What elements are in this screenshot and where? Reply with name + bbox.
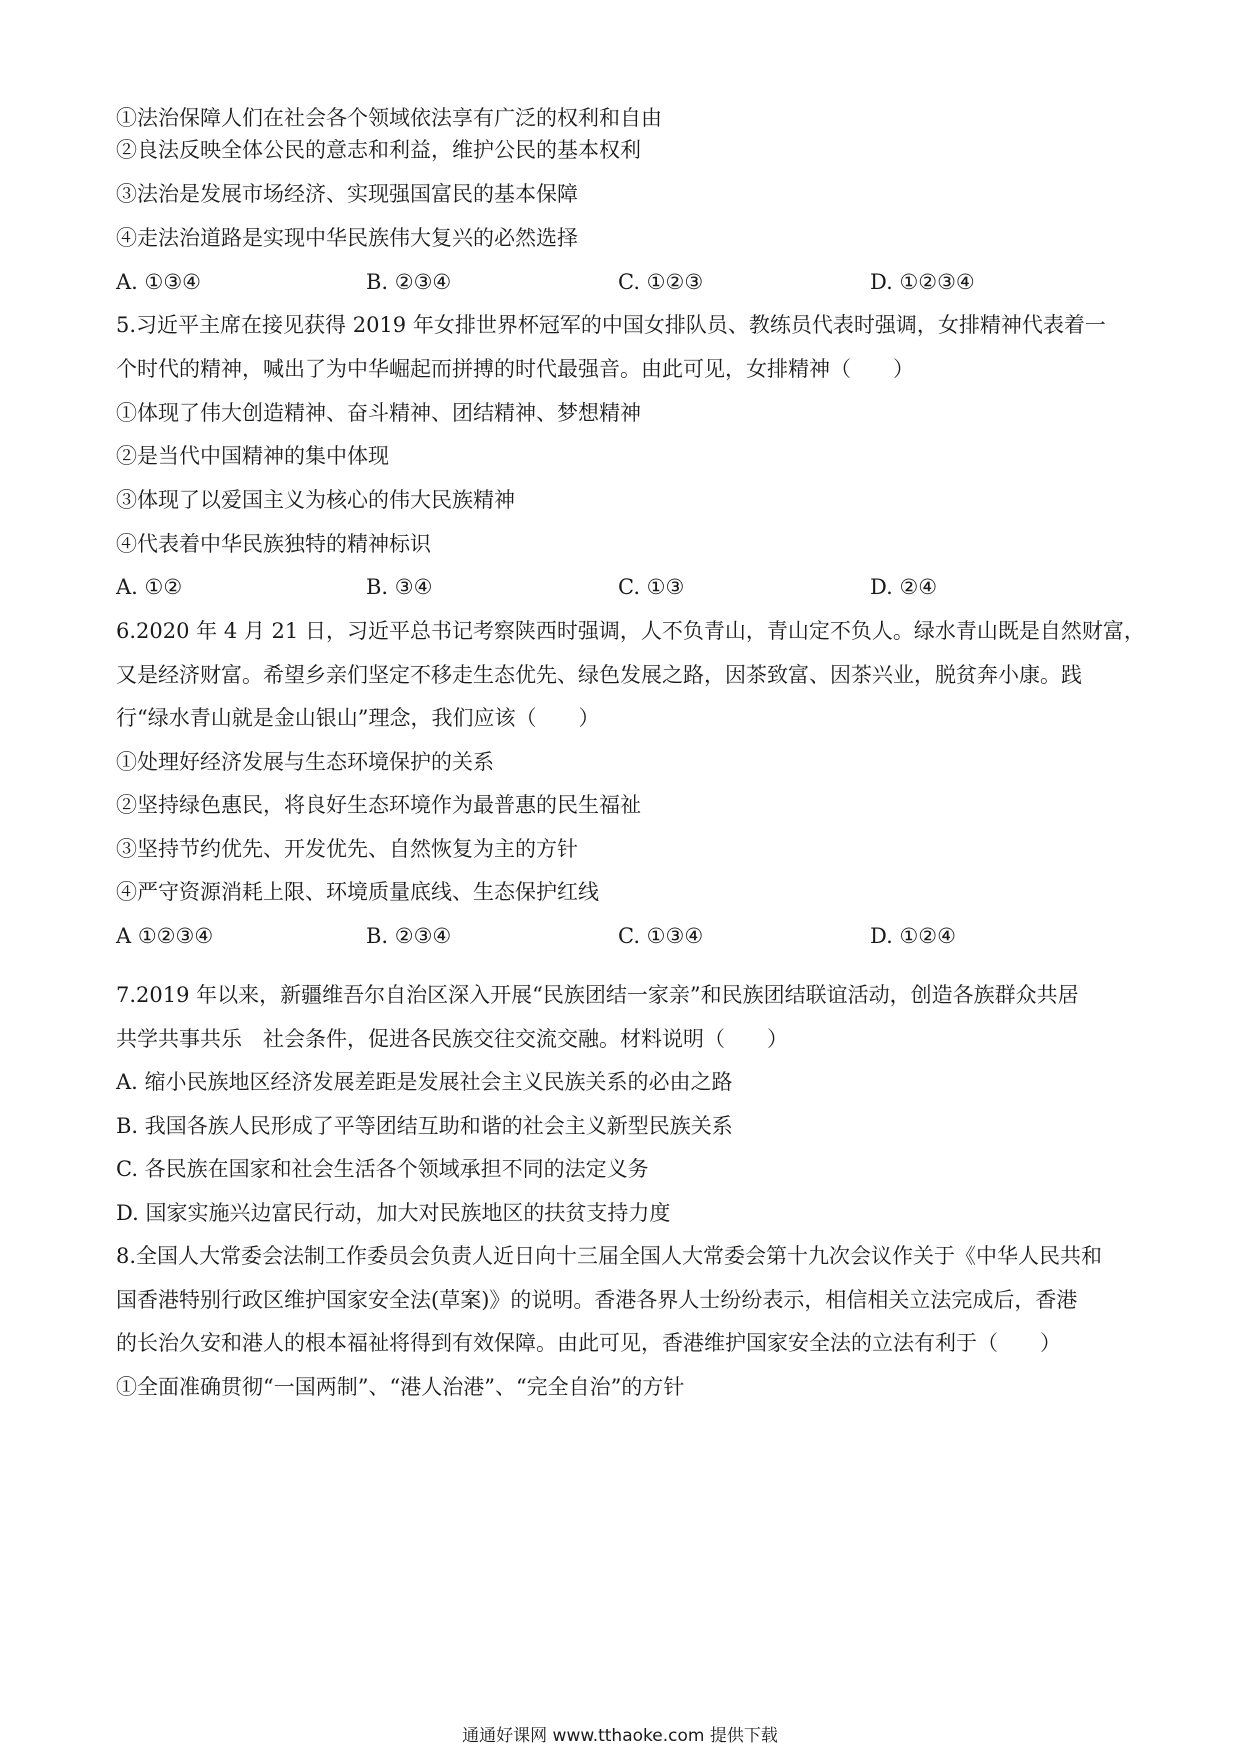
q7-stem-line-2: 共学共事共乐 社会条件，促进各民族交往交流交融。材料说明（ ） — [116, 1027, 788, 1051]
q6-option-a[interactable]: A ①②③④ — [116, 924, 214, 948]
q5-options — [116, 572, 1116, 602]
q4-option-b[interactable]: B. ②③④ — [366, 270, 452, 294]
q7-option-d[interactable]: D. 国家实施兴边富民行动，加大对民族地区的扶贫支持力度 — [116, 1201, 671, 1225]
q6-stem-line-1: 6.2020 年 4 月 21 日，习近平总书记考察陕西时强调，人不负青山，青山定不负人。绿水青山既是自然财富， — [116, 619, 1145, 643]
q4-options — [116, 267, 1116, 297]
q5-option-d[interactable]: D. ②④ — [870, 575, 938, 599]
q5-stem-line-1: 5.习近平主席在接见获得 2019 年女排世界杯冠军的中国女排队员、教练员代表时强调，女排精神代表着一 — [116, 313, 1106, 337]
q5-option-a[interactable]: A. ①② — [116, 575, 183, 599]
q4-statement-1: ①法治保障人们在社会各个领域依法享有广泛的权利和自由 — [116, 106, 662, 130]
q6-statement-3: ③坚持节约优先、开发优先、自然恢复为主的方针 — [116, 837, 578, 861]
q5-statement-2: ②是当代中国精神的集中体现 — [116, 444, 389, 468]
q7-option-a[interactable]: A. 缩小民族地区经济发展差距是发展社会主义民族关系的必由之路 — [116, 1070, 733, 1094]
q5-statement-4: ④代表着中华民族独特的精神标识 — [116, 532, 431, 556]
page-footer: 通通好课网 www.tthaoke.com 提供下载 — [462, 1726, 778, 1746]
q8-stem-line-1: 8.全国人大常委会法制工作委员会负责人近日向十三届全国人大常委会第十九次会议作关于《中华人民共和 — [116, 1244, 1103, 1268]
q6-statement-1: ①处理好经济发展与生态环境保护的关系 — [116, 750, 494, 774]
q5-stem-line-2: 个时代的精神，喊出了为中华崛起而拼搏的时代最强音。由此可见，女排精神（ ） — [116, 357, 914, 381]
q4-statement-4: ④走法治道路是实现中华民族伟大复兴的必然选择 — [116, 226, 578, 250]
q6-statement-4: ④严守资源消耗上限、环境质量底线、生态保护红线 — [116, 880, 599, 904]
q6-options — [116, 921, 1116, 951]
q4-statement-2: ②良法反映全体公民的意志和利益，维护公民的基本权利 — [116, 138, 641, 162]
q7-stem-line-1: 7.2019 年以来，新疆维吾尔自治区深入开展“民族团结一家亲”和民族团结联谊活动，创造各族群众共居 — [116, 983, 1079, 1007]
q7-option-c[interactable]: C. 各民族在国家和社会生活各个领域承担不同的法定义务 — [116, 1157, 649, 1181]
q5-option-c[interactable]: C. ①③ — [618, 575, 685, 599]
q5-statement-3: ③体现了以爱国主义为核心的伟大民族精神 — [116, 488, 515, 512]
q5-statement-1: ①体现了伟大创造精神、奋斗精神、团结精神、梦想精神 — [116, 401, 641, 425]
q6-statement-2: ②坚持绿色惠民，将良好生态环境作为最普惠的民生福祉 — [116, 793, 641, 817]
q8-stem-line-2: 国香港特别行政区维护国家安全法(草案)》的说明。香港各界人士纷纷表示，相信相关立法完成后，香港 — [116, 1288, 1078, 1312]
q4-option-c[interactable]: C. ①②③ — [618, 270, 704, 294]
q4-option-d[interactable]: D. ①②③④ — [870, 270, 975, 294]
q4-statement-3: ③法治是发展市场经济、实现强国富民的基本保障 — [116, 182, 578, 206]
q6-stem-line-2: 又是经济财富。希望乡亲们坚定不移走生态优先、绿色发展之路，因茶致富、因茶兴业，脱贫奔小康。践 — [116, 663, 1082, 687]
q7-option-b[interactable]: B. 我国各族人民形成了平等团结互助和谐的社会主义新型民族关系 — [116, 1114, 733, 1138]
q8-statement-1: ①全面准确贯彻“一国两制”、“港人治港”、“完全自治”的方针 — [116, 1375, 685, 1399]
q6-option-d[interactable]: D. ①②④ — [870, 924, 956, 948]
q8-stem-line-3: 的长治久安和港人的根本福祉将得到有效保障。由此可见，香港维护国家安全法的立法有利于（ ） — [116, 1331, 1061, 1355]
q6-option-c[interactable]: C. ①③④ — [618, 924, 704, 948]
q4-option-a[interactable]: A. ①③④ — [116, 270, 201, 294]
q5-option-b[interactable]: B. ③④ — [366, 575, 433, 599]
q6-stem-line-3: 行“绿水青山就是金山银山”理念，我们应该（ ） — [116, 706, 600, 730]
q6-option-b[interactable]: B. ②③④ — [366, 924, 452, 948]
